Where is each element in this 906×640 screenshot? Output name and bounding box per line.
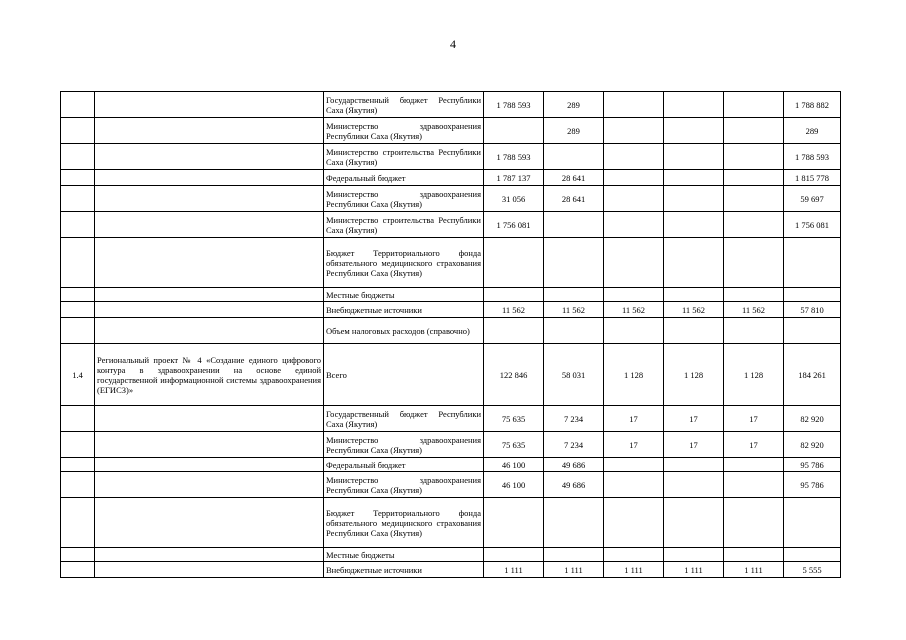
funding-source-cell: Министерство строительства Республики Саха (Якутия): [324, 212, 484, 238]
year-value-cell: [484, 548, 544, 562]
funding-source-cell: Министерство здравоохранения Республики Саха (Якутия): [324, 118, 484, 144]
year-value-cell: 1 128: [664, 344, 724, 406]
row-number-cell: [61, 186, 95, 212]
year-value-cell: [544, 318, 604, 344]
year-value-cell: 7 234: [544, 406, 604, 432]
year-value-cell: [544, 144, 604, 170]
row-number-cell: [61, 288, 95, 302]
table-row: [61, 344, 841, 406]
year-value-cell: 1 128: [604, 344, 664, 406]
total-value-cell: [784, 548, 841, 562]
year-value-cell: 75 635: [484, 406, 544, 432]
year-value-cell: [604, 548, 664, 562]
year-value-cell: [724, 238, 784, 288]
year-value-cell: [664, 318, 724, 344]
table-row: [61, 562, 841, 578]
total-value-cell: [784, 318, 841, 344]
table-row: [61, 406, 841, 432]
row-number-cell: [61, 498, 95, 548]
year-value-cell: 289: [544, 92, 604, 118]
total-value-cell: 95 786: [784, 472, 841, 498]
total-value-cell: 289: [784, 118, 841, 144]
table-row: [61, 144, 841, 170]
year-value-cell: 1 111: [484, 562, 544, 578]
funding-source-cell: Министерство здравоохранения Республики Саха (Якутия): [324, 472, 484, 498]
year-value-cell: [664, 498, 724, 548]
year-value-cell: 17: [604, 406, 664, 432]
year-value-cell: 1 756 081: [484, 212, 544, 238]
year-value-cell: [484, 318, 544, 344]
total-value-cell: 57 810: [784, 302, 841, 318]
funding-source-cell: Местные бюджеты: [324, 548, 484, 562]
project-name-cell: [95, 406, 324, 432]
project-name-cell: [95, 318, 324, 344]
table-row: [61, 498, 841, 548]
project-name-cell: [95, 302, 324, 318]
year-value-cell: [604, 118, 664, 144]
row-number-cell: [61, 432, 95, 458]
year-value-cell: 289: [544, 118, 604, 144]
year-value-cell: [724, 458, 784, 472]
table-row: [61, 238, 841, 288]
row-number-cell: [61, 302, 95, 318]
year-value-cell: [604, 288, 664, 302]
row-number-cell: [61, 318, 95, 344]
year-value-cell: [664, 144, 724, 170]
year-value-cell: [604, 186, 664, 212]
row-number-cell: [61, 118, 95, 144]
year-value-cell: 17: [724, 406, 784, 432]
year-value-cell: [604, 498, 664, 548]
funding-source-cell: Объем налоговых расходов (справочно): [324, 318, 484, 344]
year-value-cell: [484, 288, 544, 302]
table-row: [61, 458, 841, 472]
year-value-cell: 49 686: [544, 472, 604, 498]
year-value-cell: [664, 118, 724, 144]
total-value-cell: 59 697: [784, 186, 841, 212]
row-number-cell: [61, 212, 95, 238]
year-value-cell: 75 635: [484, 432, 544, 458]
year-value-cell: 28 641: [544, 170, 604, 186]
table-row: [61, 318, 841, 344]
table-row: [61, 548, 841, 562]
year-value-cell: 1 111: [604, 562, 664, 578]
project-name-cell: [95, 118, 324, 144]
year-value-cell: [664, 288, 724, 302]
funding-source-cell: Бюджет Территориального фонда обязательного медицинского страхования Республики Саха (Якутия): [324, 238, 484, 288]
year-value-cell: 17: [604, 432, 664, 458]
total-value-cell: [784, 288, 841, 302]
total-value-cell: 82 920: [784, 432, 841, 458]
project-name-cell: [95, 170, 324, 186]
year-value-cell: 1 111: [724, 562, 784, 578]
year-value-cell: [724, 212, 784, 238]
total-value-cell: 95 786: [784, 458, 841, 472]
total-value-cell: 1 788 593: [784, 144, 841, 170]
year-value-cell: [544, 548, 604, 562]
year-value-cell: [544, 498, 604, 548]
year-value-cell: [724, 170, 784, 186]
year-value-cell: 46 100: [484, 472, 544, 498]
year-value-cell: [664, 458, 724, 472]
year-value-cell: [664, 238, 724, 288]
total-value-cell: [784, 498, 841, 548]
row-number-cell: [61, 238, 95, 288]
year-value-cell: [724, 288, 784, 302]
row-number-cell: [61, 92, 95, 118]
table-row: [61, 288, 841, 302]
funding-source-cell: Местные бюджеты: [324, 288, 484, 302]
year-value-cell: [604, 212, 664, 238]
year-value-cell: [484, 238, 544, 288]
project-name-cell: [95, 458, 324, 472]
total-value-cell: 1 756 081: [784, 212, 841, 238]
year-value-cell: 58 031: [544, 344, 604, 406]
page-number: 4: [450, 37, 456, 51]
funding-source-cell: Министерство здравоохранения Республики Саха (Якутия): [324, 186, 484, 212]
year-value-cell: 11 562: [484, 302, 544, 318]
year-value-cell: [604, 458, 664, 472]
year-value-cell: [724, 92, 784, 118]
funding-source-cell: Внебюджетные источники: [324, 302, 484, 318]
table-row: [61, 472, 841, 498]
total-value-cell: 82 920: [784, 406, 841, 432]
year-value-cell: [604, 318, 664, 344]
funding-source-cell: Всего: [324, 344, 484, 406]
year-value-cell: [664, 170, 724, 186]
budget-table: [60, 91, 841, 578]
total-value-cell: 184 261: [784, 344, 841, 406]
year-value-cell: [724, 144, 784, 170]
total-value-cell: [784, 238, 841, 288]
year-value-cell: 11 562: [604, 302, 664, 318]
row-number-cell: [61, 562, 95, 578]
row-number-cell: [61, 406, 95, 432]
funding-source-cell: Министерство строительства Республики Саха (Якутия): [324, 144, 484, 170]
budget-table-body: [61, 92, 841, 578]
year-value-cell: [724, 498, 784, 548]
row-number-cell: [61, 472, 95, 498]
project-name-cell: [95, 238, 324, 288]
year-value-cell: [724, 186, 784, 212]
table-row: [61, 302, 841, 318]
funding-source-cell: Государственный бюджет Республики Саха (Якутия): [324, 406, 484, 432]
year-value-cell: 17: [664, 432, 724, 458]
year-value-cell: 11 562: [664, 302, 724, 318]
row-number-cell: [61, 170, 95, 186]
row-number-cell: [61, 144, 95, 170]
year-value-cell: [604, 92, 664, 118]
row-number-cell: [61, 458, 95, 472]
year-value-cell: [664, 212, 724, 238]
year-value-cell: 1 128: [724, 344, 784, 406]
year-value-cell: [544, 238, 604, 288]
funding-source-cell: Внебюджетные источники: [324, 562, 484, 578]
project-name-cell: [95, 548, 324, 562]
row-number-cell: 1.4: [61, 344, 95, 406]
year-value-cell: [604, 170, 664, 186]
table-row: [61, 212, 841, 238]
project-name-cell: [95, 212, 324, 238]
table-row: [61, 432, 841, 458]
year-value-cell: 11 562: [544, 302, 604, 318]
year-value-cell: 1 788 593: [484, 144, 544, 170]
project-name-cell: [95, 432, 324, 458]
year-value-cell: [544, 288, 604, 302]
table-row: [61, 118, 841, 144]
table-row: [61, 186, 841, 212]
year-value-cell: 11 562: [724, 302, 784, 318]
project-name-cell: [95, 186, 324, 212]
year-value-cell: 17: [664, 406, 724, 432]
project-name-cell: [95, 92, 324, 118]
funding-source-cell: Бюджет Территориального фонда обязательного медицинского страхования Республики Саха (Якутия): [324, 498, 484, 548]
year-value-cell: [604, 238, 664, 288]
year-value-cell: 31 056: [484, 186, 544, 212]
year-value-cell: [664, 186, 724, 212]
year-value-cell: 28 641: [544, 186, 604, 212]
year-value-cell: 122 846: [484, 344, 544, 406]
funding-source-cell: Федеральный бюджет: [324, 458, 484, 472]
year-value-cell: 17: [724, 432, 784, 458]
project-name-cell: [95, 144, 324, 170]
funding-source-cell: Министерство здравоохранения Республики Саха (Якутия): [324, 432, 484, 458]
project-name-cell: [95, 288, 324, 302]
year-value-cell: 1 111: [544, 562, 604, 578]
year-value-cell: [604, 472, 664, 498]
year-value-cell: 1 787 137: [484, 170, 544, 186]
table-row: [61, 170, 841, 186]
year-value-cell: [724, 548, 784, 562]
funding-source-cell: Государственный бюджет Республики Саха (Якутия): [324, 92, 484, 118]
year-value-cell: [664, 472, 724, 498]
project-name-cell: [95, 472, 324, 498]
year-value-cell: 1 111: [664, 562, 724, 578]
total-value-cell: 1 788 882: [784, 92, 841, 118]
total-value-cell: 5 555: [784, 562, 841, 578]
project-name-cell: [95, 562, 324, 578]
row-number-cell: [61, 548, 95, 562]
year-value-cell: [724, 118, 784, 144]
year-value-cell: [724, 472, 784, 498]
project-name-cell: [95, 498, 324, 548]
total-value-cell: 1 815 778: [784, 170, 841, 186]
year-value-cell: 1 788 593: [484, 92, 544, 118]
year-value-cell: [724, 318, 784, 344]
funding-source-cell: Федеральный бюджет: [324, 170, 484, 186]
year-value-cell: [664, 92, 724, 118]
year-value-cell: [544, 212, 604, 238]
year-value-cell: [604, 144, 664, 170]
year-value-cell: [484, 498, 544, 548]
table-row: [61, 92, 841, 118]
year-value-cell: [664, 548, 724, 562]
project-name-cell: Региональный проект № 4 «Создание единого цифрового контура в здравоохранении на основе единой государственной информационной системы здравоохранения (ЕГИСЗ)»: [95, 344, 324, 406]
year-value-cell: 49 686: [544, 458, 604, 472]
year-value-cell: [484, 118, 544, 144]
year-value-cell: 46 100: [484, 458, 544, 472]
year-value-cell: 7 234: [544, 432, 604, 458]
